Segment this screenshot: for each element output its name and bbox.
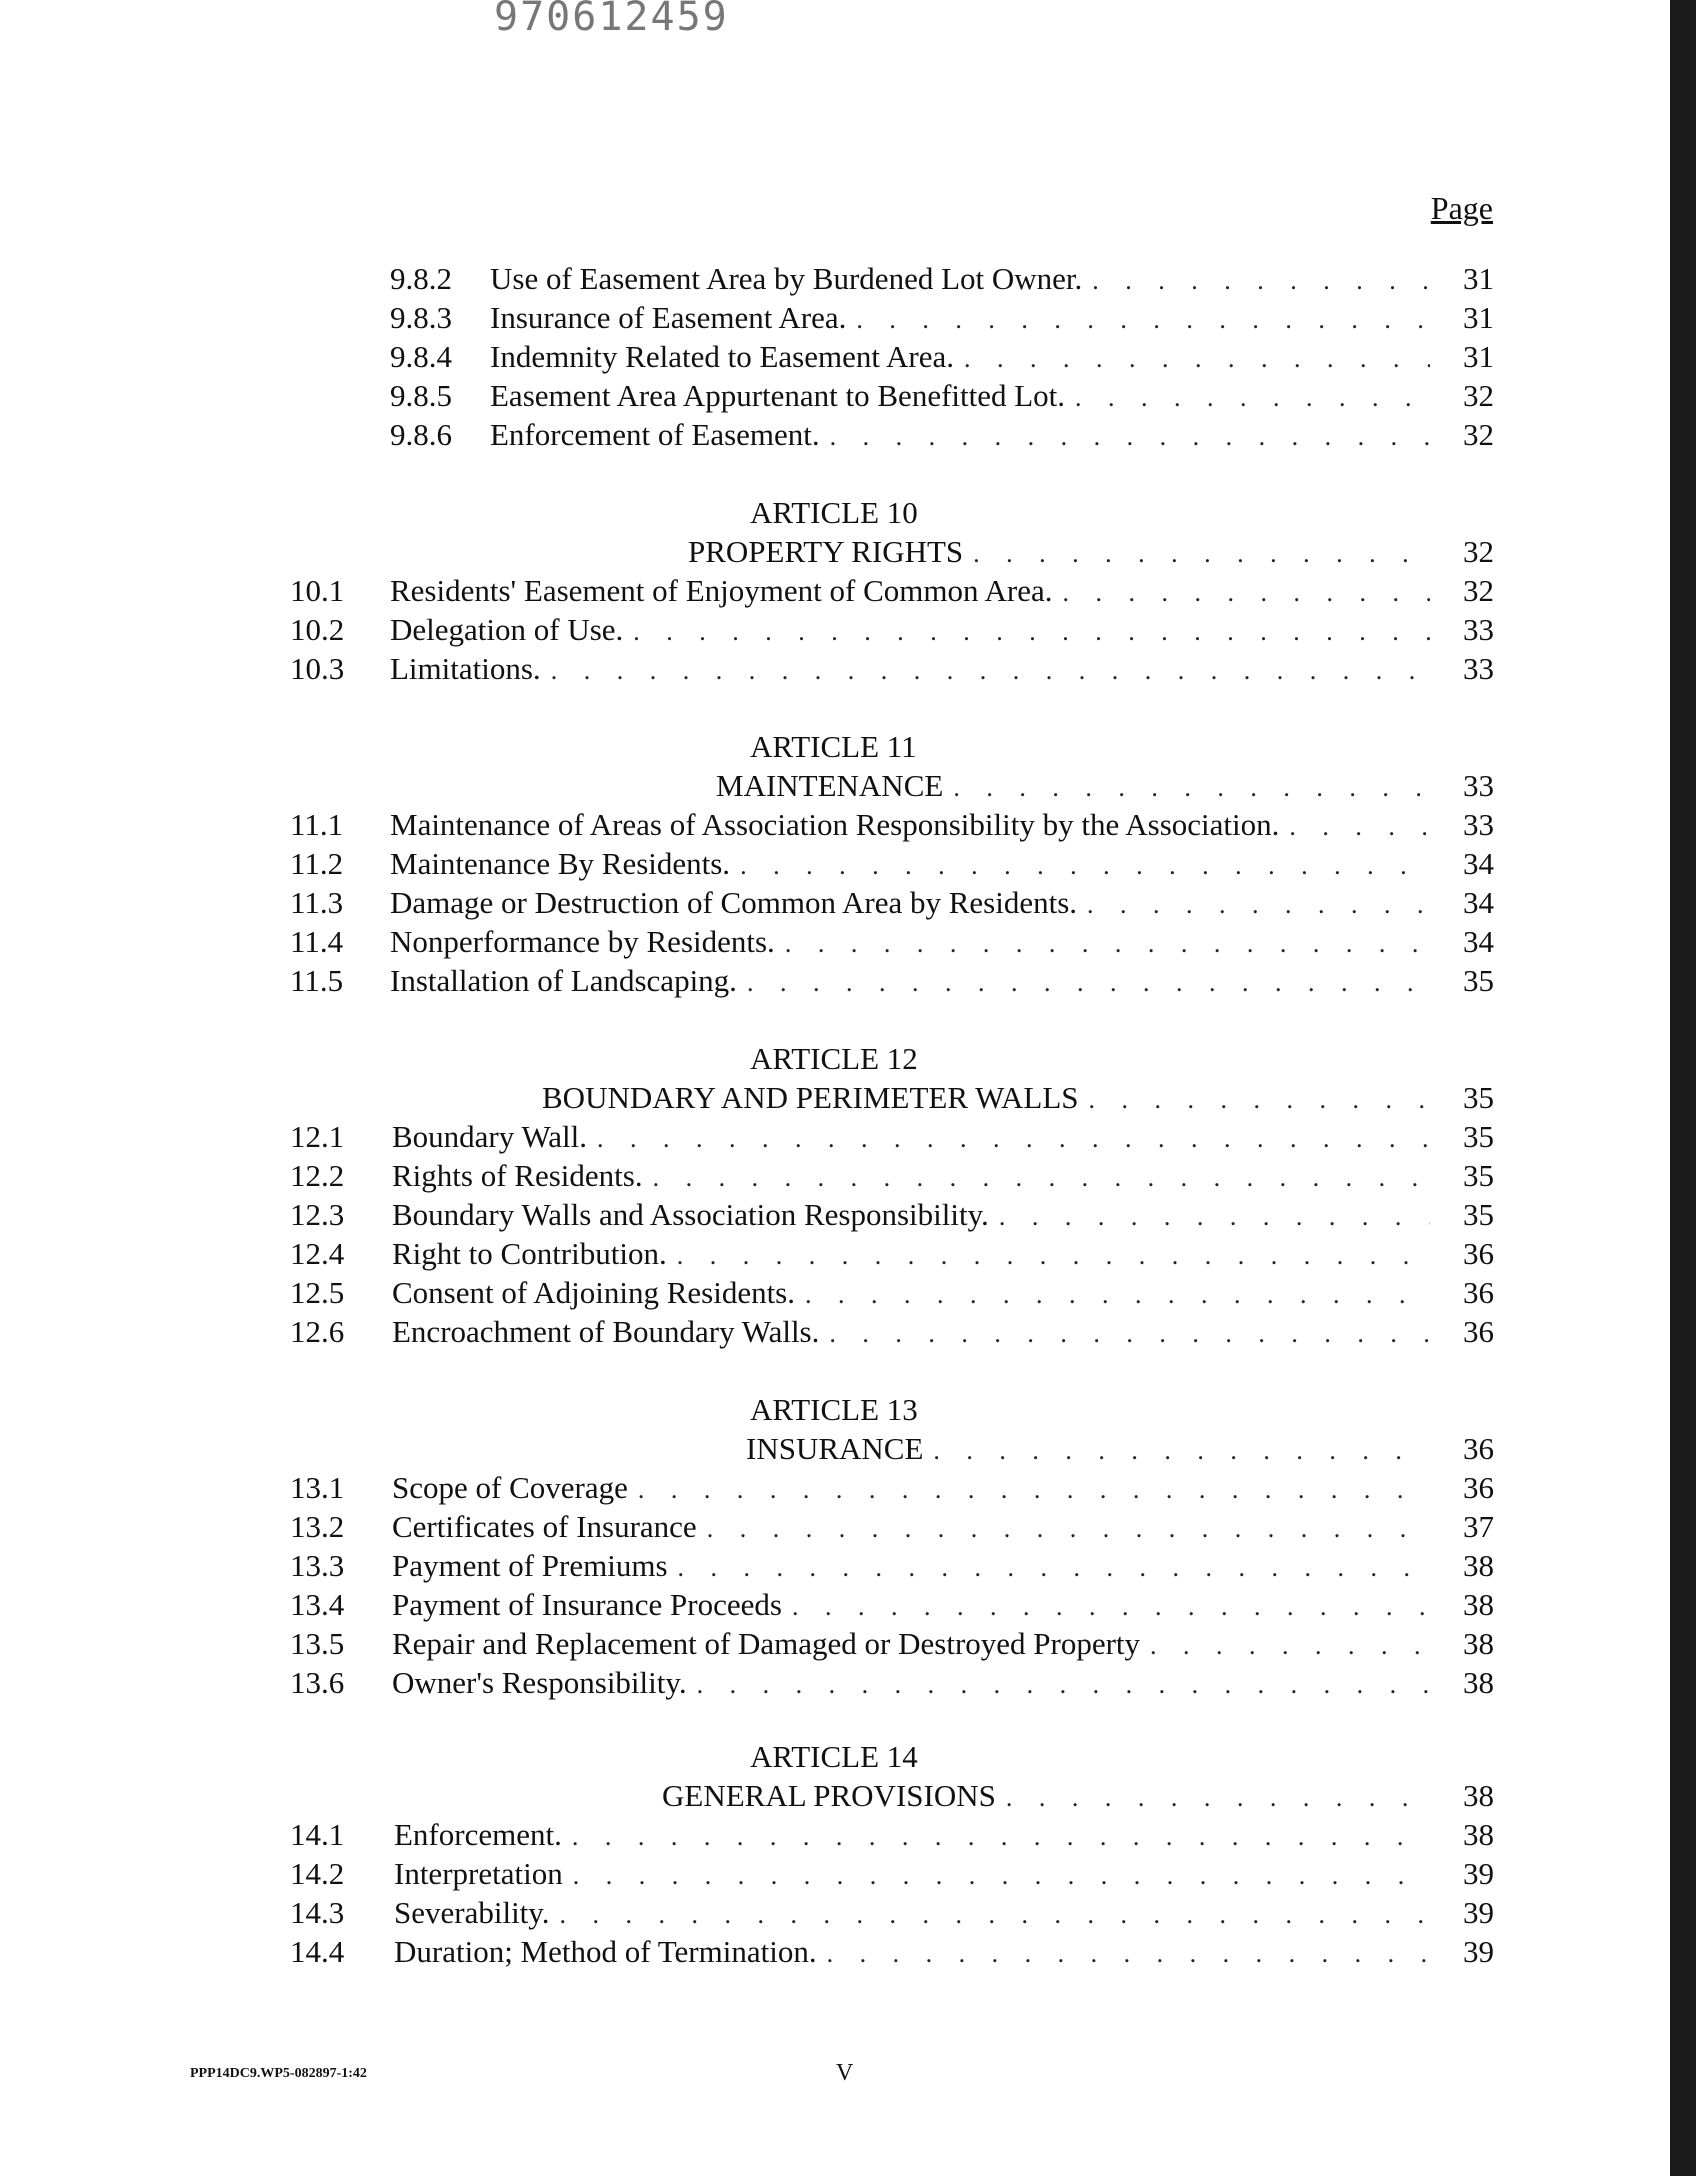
entry-number: 13.4 [290, 1587, 345, 1622]
entry-title: Consent of Adjoining Residents. [392, 1275, 795, 1310]
dot-leader [697, 1666, 1430, 1704]
dot-leader [973, 535, 1430, 573]
dot-leader [653, 1159, 1430, 1197]
article-title: BOUNDARY AND PERIMETER WALLS [542, 1080, 1079, 1115]
entry-title: Interpretation [394, 1856, 563, 1891]
scan-edge [1670, 0, 1696, 2176]
entry-page: 32 [1463, 378, 1494, 413]
entry-number: 9.8.5 [390, 378, 452, 413]
entry-title: Repair and Replacement of Damaged or Destroyed Property [392, 1626, 1141, 1661]
entry-title: Nonperformance by Residents. [390, 924, 775, 959]
article-title: INSURANCE [746, 1431, 924, 1466]
dot-leader [597, 1120, 1430, 1158]
entry-number: 13.5 [290, 1626, 345, 1661]
dot-leader [740, 847, 1430, 885]
dot-leader [830, 418, 1430, 456]
dot-leader [747, 964, 1430, 1002]
entry-page: 36 [1463, 1236, 1494, 1271]
entry-number: 13.1 [290, 1470, 345, 1505]
entry-page: 39 [1463, 1895, 1494, 1930]
dot-leader [827, 1935, 1430, 1973]
article-page: 36 [1463, 1431, 1494, 1466]
article-title: PROPERTY RIGHTS [688, 534, 964, 569]
entry-number: 13.6 [290, 1665, 345, 1700]
entry-number: 12.1 [290, 1119, 345, 1154]
entry-title: Payment of Insurance Proceeds [392, 1587, 782, 1622]
dot-leader [792, 1588, 1430, 1626]
dot-leader [572, 1818, 1430, 1856]
entry-page: 37 [1463, 1509, 1494, 1544]
entry-title: Residents' Easement of Enjoyment of Common Area. [390, 573, 1053, 608]
entry-number: 10.1 [290, 573, 345, 608]
entry-number: 9.8.6 [390, 417, 452, 452]
dot-leader [1089, 1081, 1430, 1119]
dot-leader [678, 1549, 1430, 1587]
dot-leader [856, 301, 1430, 339]
entry-page: 36 [1463, 1470, 1494, 1505]
entry-page: 38 [1463, 1587, 1494, 1622]
entry-number: 12.6 [290, 1314, 345, 1349]
dot-leader [785, 925, 1430, 963]
entry-page: 39 [1463, 1934, 1494, 1969]
entry-page: 32 [1463, 417, 1494, 452]
entry-title: Easement Area Appurtenant to Benefitted Lot. [490, 378, 1066, 413]
entry-number: 11.3 [290, 885, 344, 920]
dot-leader [964, 340, 1430, 378]
entry-title: Damage or Destruction of Common Area by Residents. [390, 885, 1078, 920]
page-column-header: Page [1430, 190, 1493, 226]
entry-page: 31 [1463, 300, 1494, 335]
entry-title: Boundary Walls and Association Responsibility. [392, 1197, 989, 1232]
entry-page: 36 [1463, 1275, 1494, 1310]
entry-page: 35 [1463, 963, 1494, 998]
entry-number: 10.3 [290, 651, 345, 686]
entry-title: Limitations. [390, 651, 541, 686]
entry-page: 31 [1463, 261, 1494, 296]
entry-number: 12.5 [290, 1275, 345, 1310]
entry-title: Payment of Premiums [392, 1548, 668, 1583]
dot-leader [1075, 379, 1430, 417]
entry-number: 11.4 [290, 924, 344, 959]
entry-title: Indemnity Related to Easement Area. [490, 339, 954, 374]
entry-page: 34 [1463, 924, 1494, 959]
article-page: 33 [1463, 768, 1494, 803]
entry-page: 38 [1463, 1548, 1494, 1583]
dot-leader [1087, 886, 1430, 924]
entry-number: 13.3 [290, 1548, 345, 1583]
entry-page: 33 [1463, 807, 1494, 842]
dot-leader [677, 1237, 1430, 1275]
entry-page: 32 [1463, 573, 1494, 608]
footer-document-code: PPP14DC9.WP5-082897-1:42 [190, 2066, 367, 2081]
entry-number: 12.3 [290, 1197, 345, 1232]
entry-number: 9.8.3 [390, 300, 452, 335]
entry-page: 35 [1463, 1197, 1494, 1232]
entry-number: 11.1 [290, 807, 344, 842]
entry-page: 31 [1463, 339, 1494, 374]
entry-number: 14.1 [290, 1817, 345, 1852]
entry-page: 35 [1463, 1158, 1494, 1193]
entry-page: 36 [1463, 1314, 1494, 1349]
entry-title: Installation of Landscaping. [390, 963, 737, 998]
entry-title: Boundary Wall. [392, 1119, 587, 1154]
entry-number: 14.4 [290, 1934, 345, 1969]
entry-title: Severability. [394, 1895, 550, 1930]
dot-leader [829, 1315, 1430, 1353]
dot-leader [551, 652, 1430, 690]
entry-number: 9.8.4 [390, 339, 452, 374]
entry-number: 9.8.2 [390, 261, 452, 296]
entry-number: 10.2 [290, 612, 345, 647]
article-title: MAINTENANCE [716, 768, 944, 803]
footer-page-number: V [836, 2060, 854, 2086]
entry-title: Delegation of Use. [390, 612, 624, 647]
entry-page: 35 [1463, 1119, 1494, 1154]
dot-leader [573, 1857, 1430, 1895]
dot-leader [1289, 808, 1430, 846]
entry-page: 38 [1463, 1626, 1494, 1661]
entry-title: Maintenance By Residents. [390, 846, 731, 881]
document-stamp-number: 970612459 [494, 0, 729, 40]
entry-title: Rights of Residents. [392, 1158, 643, 1193]
dot-leader [953, 769, 1430, 807]
entry-page: 38 [1463, 1817, 1494, 1852]
entry-page: 34 [1463, 885, 1494, 920]
entry-number: 13.2 [290, 1509, 345, 1544]
entry-number: 14.3 [290, 1895, 345, 1930]
entry-title: Scope of Coverage [392, 1470, 628, 1505]
entry-page: 34 [1463, 846, 1494, 881]
entry-page: 33 [1463, 651, 1494, 686]
entry-page: 39 [1463, 1856, 1494, 1891]
dot-leader [707, 1510, 1430, 1548]
entry-number: 12.4 [290, 1236, 345, 1271]
article-page: 32 [1463, 534, 1494, 569]
entry-number: 14.2 [290, 1856, 345, 1891]
article-page: 35 [1463, 1080, 1494, 1115]
dot-leader [999, 1198, 1430, 1236]
dot-leader [805, 1276, 1430, 1314]
entry-title: Maintenance of Areas of Association Responsibility by the Association. [390, 807, 1280, 842]
dot-leader [638, 1471, 1430, 1509]
dot-leader [1092, 262, 1430, 300]
article-page: 38 [1463, 1778, 1494, 1813]
entry-title: Certificates of Insurance [392, 1509, 697, 1544]
entry-number: 12.2 [290, 1158, 345, 1193]
entry-page: 33 [1463, 612, 1494, 647]
dot-leader [1150, 1627, 1430, 1665]
article-title: GENERAL PROVISIONS [662, 1778, 996, 1813]
entry-number: 11.5 [290, 963, 344, 998]
dot-leader [560, 1896, 1430, 1934]
entry-number: 11.2 [290, 846, 344, 881]
entry-page: 38 [1463, 1665, 1494, 1700]
entry-title: Owner's Responsibility. [392, 1665, 687, 1700]
entry-title: Right to Contribution. [392, 1236, 667, 1271]
entry-title: Enforcement. [394, 1817, 562, 1852]
entry-title: Insurance of Easement Area. [490, 300, 847, 335]
dot-leader [1063, 574, 1431, 612]
entry-title: Encroachment of Boundary Walls. [392, 1314, 820, 1349]
entry-title: Enforcement of Easement. [490, 417, 820, 452]
entry-title: Use of Easement Area by Burdened Lot Owner. [490, 261, 1083, 296]
entry-title: Duration; Method of Termination. [394, 1934, 817, 1969]
dot-leader [933, 1432, 1430, 1470]
dot-leader [1006, 1779, 1430, 1817]
dot-leader [633, 613, 1430, 651]
